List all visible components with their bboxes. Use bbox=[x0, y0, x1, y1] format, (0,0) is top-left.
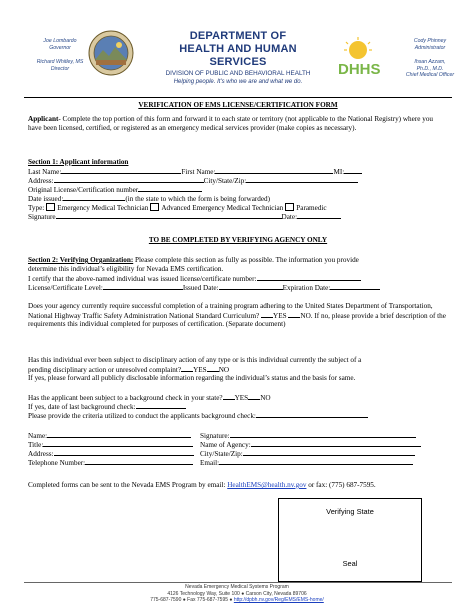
dhhs-logo-icon bbox=[336, 36, 394, 80]
background-q1-text: Has the applicant been subject to a background check in your state? bbox=[28, 394, 223, 402]
applicant-text: - Complete the top portion of this form and forward it to each state or territory (not applicable to the National Registry) where you have been licensed, certified, or registered as an emergency medical services provider (make copies as necessary). bbox=[28, 115, 434, 132]
signature-field[interactable] bbox=[56, 212, 282, 219]
verifier-city-field[interactable] bbox=[243, 449, 415, 456]
telephone-label: Telephone Number: bbox=[28, 459, 86, 467]
background-yes-field[interactable] bbox=[223, 393, 235, 400]
training-no-label: NO. bbox=[300, 311, 313, 320]
training-yes-field[interactable] bbox=[261, 311, 273, 318]
issued-date-label: Issued Date: bbox=[182, 284, 219, 292]
director-name: Richard Whitley, MS bbox=[36, 59, 84, 65]
training-question bbox=[28, 302, 448, 329]
footer bbox=[100, 584, 374, 604]
lic-level-label: License/Certificate Level: bbox=[28, 284, 103, 292]
city-label: City/State/Zip: bbox=[203, 177, 247, 185]
footer-program: Nevada Emergency Medical Systems Program bbox=[185, 584, 289, 590]
seal-box-bottom-label: Seal bbox=[342, 559, 358, 568]
section2-intro bbox=[28, 256, 359, 265]
paramedic-label: Paramedic bbox=[296, 204, 327, 212]
completed-text: Completed forms can be sent to the Nevada EMS Program by email: bbox=[28, 481, 228, 489]
verifier-email-label: Email: bbox=[200, 459, 220, 467]
disciplinary-q1: Has this individual ever been subject to disciplinary action of any type or is this individual currently the subject of a bbox=[28, 356, 362, 364]
orig-license-field[interactable] bbox=[138, 185, 202, 192]
orig-license-label: Original License/Certification number bbox=[28, 186, 139, 194]
verifier-address-label: Address: bbox=[28, 450, 54, 458]
background-no-field[interactable] bbox=[248, 393, 260, 400]
address-label: Address: bbox=[28, 177, 54, 185]
applicant-lead: Applicant bbox=[28, 115, 59, 123]
administrator-name: Cody Phinney bbox=[413, 38, 447, 44]
header-left-officials bbox=[34, 38, 86, 72]
last-name-label: Last Name: bbox=[28, 168, 62, 176]
disciplinary-no-label: NO bbox=[218, 366, 230, 374]
disciplinary-no-field[interactable] bbox=[207, 365, 219, 372]
last-name-field[interactable] bbox=[61, 167, 181, 174]
expiration-date-field[interactable] bbox=[330, 283, 380, 290]
city-field[interactable] bbox=[246, 176, 358, 183]
administrator-role: Administrator bbox=[414, 44, 446, 51]
cmo-name: Ihsan Azzam, bbox=[414, 59, 446, 65]
background-q3-text: Please provide the criteria utilized to conduct the applicants background check: bbox=[28, 412, 256, 420]
mi-label: MI: bbox=[333, 168, 345, 176]
header-divider bbox=[24, 97, 452, 98]
state-seal-icon bbox=[88, 30, 134, 76]
certify-label: I certify that the above-named individual was issued license/certificate number: bbox=[28, 275, 257, 283]
type-label: Type: bbox=[28, 204, 45, 212]
date-issued-note: (in the state to which the form is being forwarded) bbox=[125, 195, 271, 203]
training-question-text: Does your agency currently require successful completion of a training program adhering to the United States Department of Transportation, National Highway Traffic Safety Administration National Standard Curriculum? bbox=[28, 302, 433, 320]
training-yes-label: YES bbox=[273, 311, 287, 320]
date-issued-field[interactable] bbox=[63, 194, 125, 201]
applicant-instructions bbox=[28, 115, 448, 132]
footer-address: 4126 Technology Way, Suite 100 ● Carson City, Nevada 89706 bbox=[167, 590, 307, 597]
cmo-role: Chief Medical Officer bbox=[405, 72, 455, 78]
verifying-agency-header: TO BE COMPLETED BY VERIFYING AGENCY ONLY bbox=[148, 236, 328, 244]
verifier-email-field[interactable] bbox=[219, 458, 413, 465]
emt-label: Emergency Medical Technician bbox=[57, 204, 149, 212]
verifier-title-label: Title: bbox=[28, 441, 44, 449]
date-label: Date: bbox=[281, 213, 298, 221]
section2-title: Section 2: Verifying Organization: bbox=[28, 256, 134, 264]
background-q2-text: If yes, date of last background check: bbox=[28, 403, 136, 411]
verifier-city-label: City/State/Zip: bbox=[200, 450, 243, 458]
fax-text: or fax: (775) 687-7595. bbox=[306, 481, 376, 489]
governor-role: Governor bbox=[49, 44, 71, 51]
agency-name-label: Name of Agency: bbox=[200, 441, 251, 449]
verifier-name-label: Name: bbox=[28, 432, 48, 440]
cmo-degree: Ph.D., M.D. bbox=[416, 65, 444, 72]
training-no-field[interactable] bbox=[288, 311, 300, 318]
division-name: DIVISION OF PUBLIC AND BEHAVIORAL HEALTH bbox=[165, 70, 311, 77]
verifier-name-field[interactable] bbox=[47, 431, 191, 438]
section1-title: Section 1: Applicant information bbox=[28, 158, 129, 166]
address-field[interactable] bbox=[54, 176, 204, 183]
disciplinary-yes-field[interactable] bbox=[181, 365, 193, 372]
submission-instructions bbox=[28, 481, 376, 490]
mi-field[interactable] bbox=[344, 167, 362, 174]
disciplinary-yes-label: YES bbox=[193, 366, 207, 374]
background-yes-label: YES bbox=[234, 394, 249, 402]
section2-text2: determine this individual’s eligibility for Nevada EMS certification. bbox=[28, 265, 224, 273]
verifier-phone-row bbox=[28, 458, 413, 468]
verifier-title-field[interactable] bbox=[43, 440, 193, 447]
background-date-field[interactable] bbox=[136, 402, 186, 409]
background-q3 bbox=[28, 411, 368, 421]
paramedic-checkbox[interactable] bbox=[285, 203, 294, 211]
first-name-field[interactable] bbox=[215, 167, 333, 174]
footer-website-link[interactable]: http://dpbh.nv.gov/Reg/EMS/EMS-home/ bbox=[233, 597, 324, 603]
expiration-date-label: Expiration Date: bbox=[282, 284, 331, 292]
department-title-line2: HEALTH AND HUMAN SERVICES bbox=[179, 43, 297, 68]
director-role: Director bbox=[50, 65, 70, 72]
verifying-state-seal-box bbox=[278, 498, 422, 582]
background-no-label: NO bbox=[260, 394, 271, 402]
disciplinary-q3: If yes, please forward all publicly disclosable information regarding the individual’s status and the basis for same. bbox=[28, 374, 356, 382]
tagline: Helping people. It's who we are and what we do. bbox=[173, 79, 303, 85]
footer-phone-fax: 775-687-7590 ● Fax 775-687-7595 ● bbox=[150, 597, 234, 603]
agency-name-field[interactable] bbox=[251, 440, 421, 447]
telephone-field[interactable] bbox=[85, 458, 193, 465]
seal-box-top-label: Verifying State bbox=[326, 507, 374, 516]
footer-contact bbox=[100, 597, 374, 604]
form-title: VERIFICATION OF EMS LICENSE/CERTIFICATION FORM bbox=[138, 101, 338, 109]
signature-label: Signature bbox=[28, 213, 56, 221]
disciplinary-q2-text: pending disciplinary action or unresolved complaint? bbox=[28, 366, 182, 374]
aemt-label: Advanced Emergency Medical Technician bbox=[161, 204, 284, 212]
verifier-address-field[interactable] bbox=[54, 449, 194, 456]
first-name-label: First Name: bbox=[181, 168, 216, 176]
department-title-line1: DEPARTMENT OF bbox=[189, 30, 287, 42]
verifier-signature-field[interactable] bbox=[230, 431, 416, 438]
license-level-row bbox=[28, 283, 380, 293]
governor-name: Joe Lombardo bbox=[43, 38, 77, 44]
verifier-signature-label: Signature: bbox=[200, 432, 230, 440]
aemt-checkbox[interactable] bbox=[150, 203, 159, 211]
header-right-officials bbox=[404, 38, 456, 79]
signature-row bbox=[28, 212, 341, 222]
footer-divider bbox=[24, 582, 452, 583]
issued-date-field[interactable] bbox=[219, 283, 283, 290]
certify-field[interactable] bbox=[257, 274, 361, 281]
section2-text1: Please complete this section as fully as possible. The information you provide bbox=[133, 256, 359, 264]
dhhs-logo-letters: DHHS bbox=[338, 61, 381, 78]
emt-checkbox[interactable] bbox=[46, 203, 55, 211]
date-issued-label: Date issued: bbox=[28, 195, 64, 203]
training-question-tail: If no, please provide a brief description of the requirements this individual completed for purposes of certification. (Separate document) bbox=[28, 311, 446, 329]
lic-level-field[interactable] bbox=[103, 283, 183, 290]
department-title-block bbox=[150, 30, 326, 86]
date-field[interactable] bbox=[297, 212, 341, 219]
background-criteria-field[interactable] bbox=[256, 411, 368, 418]
ems-email-link[interactable]: HealthEMS@health.nv.gov bbox=[227, 481, 307, 489]
